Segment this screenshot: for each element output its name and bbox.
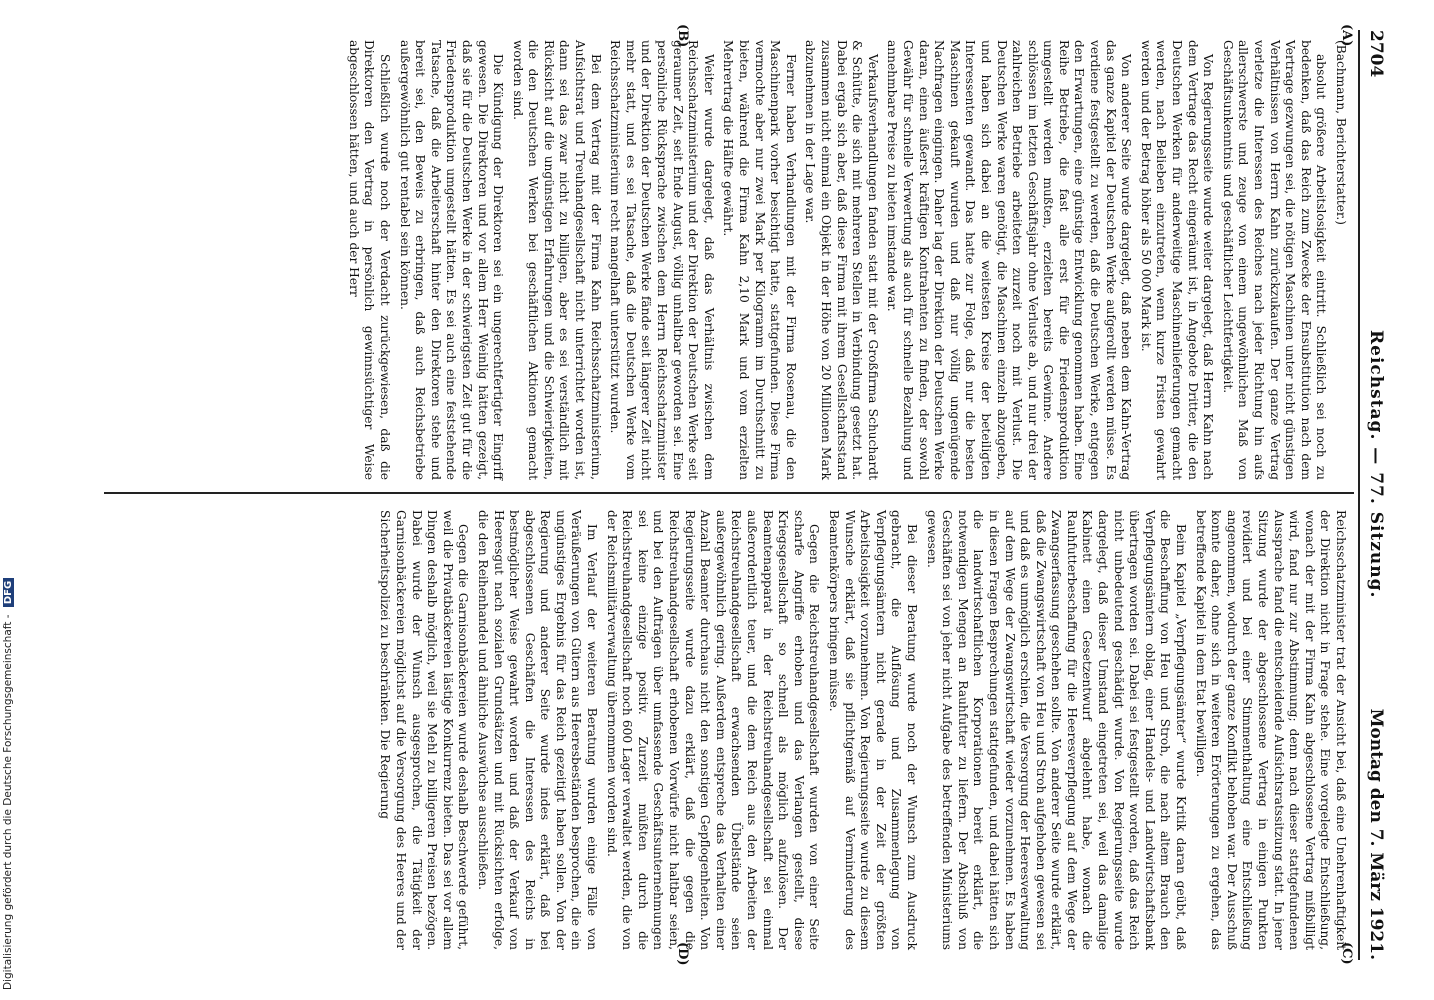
paragraph: Bei dem Vertrag mit der Firma Kahn Reichsschatzministerium, Aufsichtsrat und Treuhandgesellschaft nicht unterrichtet worden ist, dann sei das zwar nicht zu billigen, aber es sei verständlich mit Rücksicht auf die ungünstigen Erfahrungen und die Schwierigkeiten, die den Deutschen Werken bei geschäftlichen Aktionen gemacht worden sind. [510, 40, 603, 480]
margin-marker-b: (B) [675, 24, 690, 48]
rotated-page-content [100, 24, 1390, 966]
margin-marker-d: (D) [675, 942, 690, 966]
column-divider [104, 492, 1354, 494]
paragraph: Gegen die Garnisonbäckereien wurde deshalb Beschwerde geführt, weil die Privatbäckereien lästige Konkurrenz bieten. Das sei vor allem Dingen deshalb möglich, weil sie Mehl zu billigeren Preisen bezögen. Dabei wurde der Wunsch ausgesprochen, die Tätigkeit der Garnisonbäckereien möglichst auf die Versorgung des Heeres und der Sicherheitspolizei zu beschränken. Die Regierung [378, 510, 471, 950]
paragraph: Bei dieser Beratung wurde noch der Wunsch zum Ausdruck gebracht, die Auflösung und Zusammenlegung von Verpflegungsämtern nicht gerade in der Zeit der größten Arbeitslosigkeit vorzunehmen. Von Regierungsseite wurde zu diesem Wunsche erklärt, daß sie pflichtgemäß auf Verminderung des Beamtenkörpers bringen müsse. [827, 510, 919, 950]
paragraph: Reichsschatzminister trat der Ansicht bei, daß eine Unehrenhaftigkeit der Direktion nicht in Frage stehe. Eine vorgelegte Entschließung, wonach der mit der Firma Kahn abgeschlossene Vertrag mißbilligt wird, fand nur zur Abstimmung; denn nach dieser stattgefundenen Aussprache fand die entscheidende Aufsichtsratssitzung statt. In jener Sitzung wurde der abgeschlossene Vertrag in einigen Punkten revidiert und bei einer Stimmenthaltung eine Entschließung angenommen, wodurch der ganze Konflikt behoben war. Der Ausschuß konnte daher, ohne sich in weiteren Erörterungen zu ergehen, das betreffende Kapitel in dem Etat bewilligen. [1193, 510, 1348, 950]
dfg-logo: DFG [3, 578, 14, 607]
paragraph: (Bachmann, Berichterstatter.) [1334, 40, 1348, 225]
paragraph: Verkaufsverhandlungen fanden statt mit der Großfirma Schuchardt & Schütte, die sich mit mehreren Stellen in Verbindung gesetzt hat. Dabei ergab sich aber, daß diese Firma mit ihrem Gesellschaftsstand zusammen nicht einmal ein Objekt in der Höhe von 20 Millionen Mark abzunehmen in der Lage war. [803, 40, 880, 480]
margin-marker-c: (C) [1339, 942, 1354, 965]
page-number: 2704 [1366, 30, 1386, 78]
paragraph: Die Kündigung der Direktoren sei ein ungerechtfertigter Eingriff gewesen. Die Direktoren und vor allem Herr Weinlig hätten gezeigt, daß sie für die Deutschen Werke in der schwierigsten Zeit gut für die Friedensproduktion umgestellt hätten. Es sei auch eine feststehende Tatsache, daß die Arbeiterschaft hinter den Direktoren stehe und bereit sei, den Beweis zu erbringen, daß auch Reichsbetriebe außergewöhnlich gut rentabel sein können. [397, 40, 506, 480]
paragraph: absolut größere Arbeitslosigkeit eintritt. Schließlich sei noch zu bedenken, daß das Reich zum Zwecke der Ensubstitution nach dem Vertrage gezwungen sei, die nötigen Maschinen unter nicht günstigen Verhältnissen von Herrn Kahn zurückzukaufen. Der ganze Vertrag verletze die Interessen des Reiches nach jeder Richtung hin aufs allerschwerste und zeuge von einem ungewöhnlichen Maß von Geschäftsunkenntnis und geschäftlicher Leichtfertigkeit. [1220, 40, 1329, 480]
session-date: Montag den 7. März 1921. [1366, 708, 1386, 960]
paragraph: Von Regierungsseite wurde weiter dargelegt, daß Herrn Kahn nach dem Vertrage das Recht eingeräumt ist, in Angebote Dritter, die den Deutschen Werken für anderweitige Maschinenlieferungen gemacht werden, nach Belieben einzutreten, wenn kurze Fristen gewahrt werden und der Betrag höher als 50 000 Mark ist. [1138, 40, 1216, 480]
footer-text: Digitalisierung gefördert durch die Deutsche Forschungsgemeinschaft - [2, 614, 14, 990]
page-header [1358, 30, 1390, 960]
margin-marker-a: (A) [1339, 24, 1354, 47]
paragraph: Im Verlauf der weiteren Beratung wurden einige Fälle von Veräußerungen von Gütern aus Heeresbeständen besprochen, die ein ungünstiges Ergebnis für das Reich gezeitigt haben sollen. Von der Regierung und anderer Seite wurde indes erklärt, daß bei abgeschlossenen Geschäften die Interessen des Reichs in bestmöglicher Weise gewahrt worden und daß der Verkauf von Heeresgut nach sozialen Grundsätzen und mit Rücksichten erfolge, die den Reihenhandel und ähnliche Auswüchse ausschließen. [475, 510, 600, 950]
paragraph: Ferner haben Verhandlungen mit der Firma Rosenau, die den Maschinenpark vorher besichtigt hatte, stattgefunden. Diese Firma vermochte aber nur zwei Mark per Kilogramm im Durchschnitt zu bieten, während die Firma Kahn 2,10 Mark und vom erzielten Mehrertrag die Hälfte gewährt. [721, 40, 798, 480]
paragraph: Beim Kapitel „Verpflegungsämter“ wurde Kritik daran geübt, daß die Beschaffung von Heu und Stroh, die nach altem Brauch den Verpflegungsämtern oblag, einer Handels- und Landwirtschaftsbank übertragen worden sei. Dabei sei festgestellt worden, daß das Reich nicht unbedeutend geschädigt wurde. Von Regierungsseite wurde dargelegt, daß dieser Umstand eingetreten sei, weil das damalige Kabinett einen Gesetzentwurf abgelehnt habe, wonach die Rauhfutterbeschaffung für die Heeresverpflegung auf dem Wege der Zwangserfassung geschehen sollte. Von anderer Seite wurde erklärt, daß die Zwangswirtschaft von Heu und Stroh aufgehoben gewesen sei und daß es unmöglich erschien, die Versorgung der Heeresverwaltung auf dem Wege der Zwangswirtschaft wieder vorzunehmen. Es haben in diesen Fragen Besprechungen stattgefunden, und dabei hätten sich die landwirtschaftlichen Korporationen bereit erklärt, die notwendigen Mengen an Rauhfutter zu liefern. Der Abschluß von Geschäften sei von jeher nicht Aufgabe des betreffenden Ministeriums gewesen. [924, 510, 1189, 950]
session-title: Reichstag. — 77. Sitzung. [1366, 330, 1386, 599]
right-column [373, 510, 1348, 950]
paragraph: Von anderer Seite wurde dargelegt, daß neben dem Kahn-Vertrag das ganze Kapitel der Deutschen Werke aufgerollt werden müsse. Es verdiene festgestellt zu werden, daß die Deutschen Werke, entgegen den Erwartungen, eine günstige Entwicklung genommen haben. Eine Reihe Betriebe, die fast alle erst für die Friedensproduktion umgestellt werden mußten, erzielten bereits Gewinne. Andere schlössen im letzten Geschäftsjahr ohne Verluste ab, und nur drei der zahlreichen Betriebe arbeiteten zurzeit noch mit Verlust. Die Deutschen Werke waren genötigt, die Maschinen einzeln abzugeben, und haben sich dabei an die weitesten Kreise der beteiligten Interessenten gewandt. Das hatte zur Folge, daß nur die besten Maschinen gekauft wurden und daß nur völlig ungenügende Nachfragen eingingen. Daher lag der Direktion der Deutschen Werke daran, einen äußerst kräftigen Kontrahenten zu finden, der sowohl Gewähr für schnelle Verwertung als auch für schnelle Bezahlung und annehmbare Preise zu bieten imstande war. [885, 40, 1134, 480]
paragraph: Weiter wurde dargelegt, daß das Verhältnis zwischen dem Reichsschatzministerium und der Direktion der Deutschen Werke seit geraumer Zeit, seit Ende August, völlig unhaltbar geworden sei. Eine persönliche Rücksprache zwischen dem Herrn Reichsschatzminister und der Direktion der Deutschen Werke fände seit längerer Zeit nicht mehr statt, und es sei Tatsache, daß die Deutschen Werke vom Reichsschatzministerium recht mangelhaft unterstützt wurden. [608, 40, 716, 480]
footer-credit [2, 0, 18, 990]
paragraph: Schließlich wurde noch der Verdacht zurückgewiesen, daß die Direktoren den Vertrag in persönlich gewinnsüchtiger Weise abgeschlossen hätten, und auch der Herr [346, 40, 392, 480]
paragraph: Gegen die Reichstreuhandgesellschaft wurden von einer Seite scharfe Angriffe erhoben und das Verlangen gestellt, diese Kriegsgesellschaft so schnell als möglich aufzulösen. Der Beamtenapparat in der Reichstreuhandgesellschaft sei einmal außerordentlich teuer, und die dem Reich aus den Arbeiten der Reichstreuhandgesellschaft erwachsenden Übelstände seien außergewöhnlich gering. Außerdem entspreche das Verhalten einer Anzahl Beamter durchaus nicht den sonstigen Gepflogenheiten. Von Regierungsseite wurde dazu erklärt, daß die gegen die Reichstreuhandgesellschaft erhobenen Vorwürfe nicht haltbar seien, und bei den Aufträgen über umfassende Geschäftsunternehmungen sei keine einzige positiv. Zurzeit müßten durch die Reichstreuhandgesellschaft noch 600 Lager verwaltet werden, die von der Reichsmilitärverwaltung übernommen worden sind. [604, 510, 822, 950]
left-column [341, 40, 1348, 480]
